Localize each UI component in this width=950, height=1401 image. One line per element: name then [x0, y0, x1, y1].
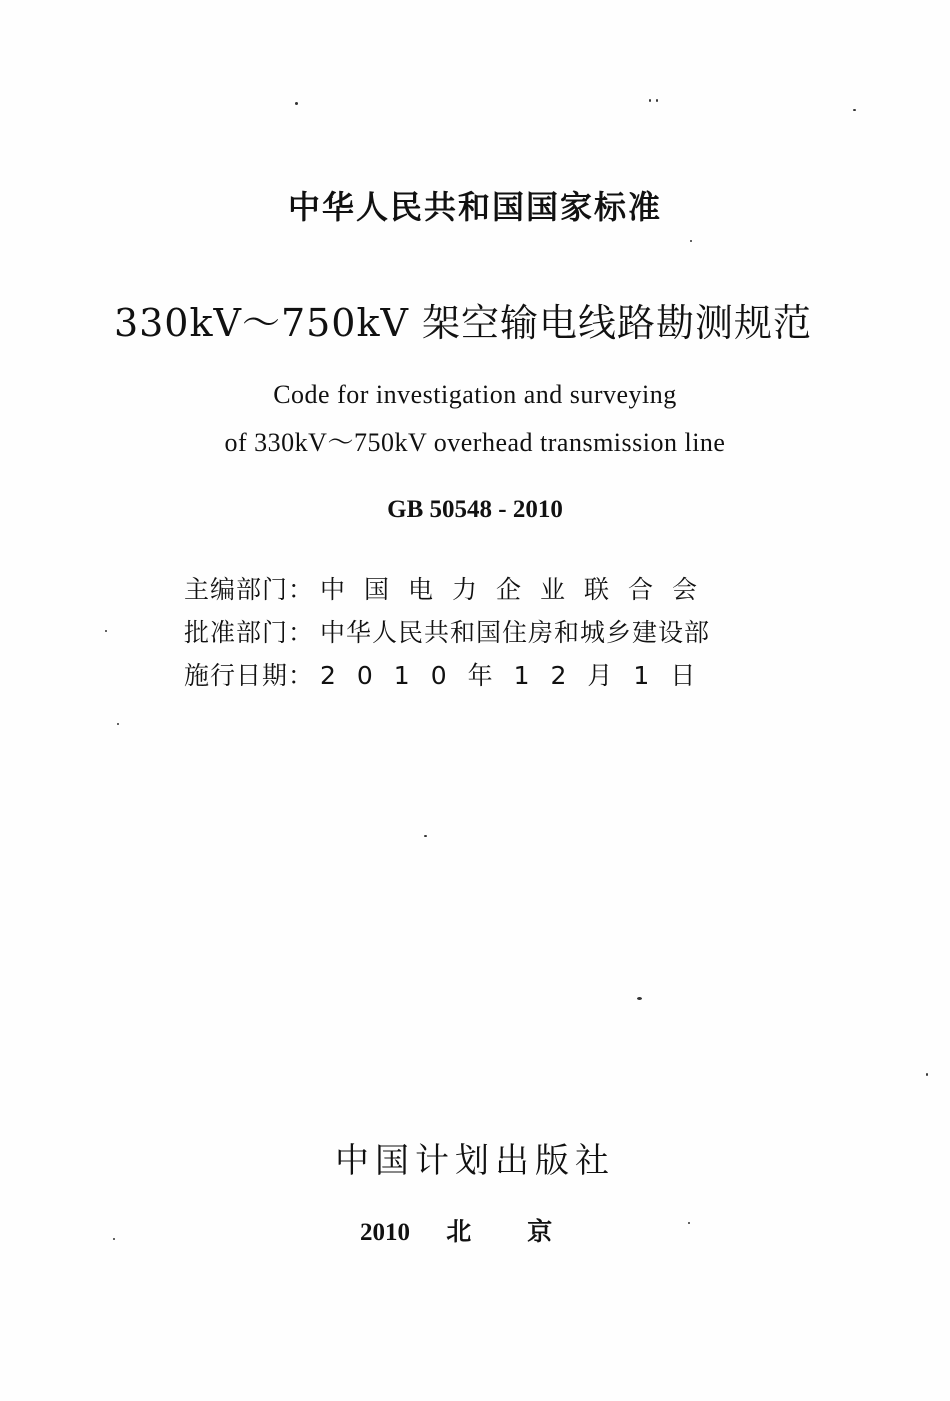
approver-label: 批准部门： — [184, 617, 315, 647]
english-title-line-1: Code for investigation and surveying — [273, 380, 677, 409]
scan-speck — [688, 1222, 690, 1224]
chinese-title: 330kV～750kV 架空输电线路勘测规范 — [113, 301, 813, 345]
scan-speck — [853, 109, 856, 111]
editor-value: 中国电力企业联合会 — [320, 574, 717, 604]
publication-city: 北京 — [446, 1217, 609, 1246]
scan-speck — [690, 240, 692, 242]
publication-year: 2010 — [360, 1219, 410, 1246]
scan-speck — [637, 997, 642, 1000]
english-title-line-2: of 330kV～750kV overhead transmission line — [224, 428, 726, 457]
scan-speck — [656, 99, 658, 102]
editor-row — [184, 566, 744, 609]
scan-speck — [117, 723, 119, 725]
scan-speck — [424, 835, 427, 837]
scan-speck — [649, 99, 651, 102]
editor-label: 主编部门： — [184, 574, 315, 604]
effective-date-label: 施行日期： — [184, 660, 315, 690]
effective-date-value: 2010年12月1日 — [320, 660, 717, 690]
scan-speck — [113, 1238, 115, 1240]
publication-place-year — [360, 1212, 608, 1248]
publication-info — [184, 566, 744, 695]
national-standard-heading: 中华人民共和国国家标准 — [287, 188, 662, 226]
scan-speck — [926, 1073, 928, 1076]
approver-value: 中华人民共和国住房和城乡建设部 — [320, 617, 711, 647]
scan-speck — [295, 102, 298, 105]
approver-row — [184, 609, 744, 652]
scan-speck — [105, 630, 107, 632]
effective-date-row — [184, 652, 744, 695]
standard-number: GB 50548 - 2010 — [387, 496, 563, 523]
publisher-name: 中国计划出版社 — [335, 1141, 615, 1181]
